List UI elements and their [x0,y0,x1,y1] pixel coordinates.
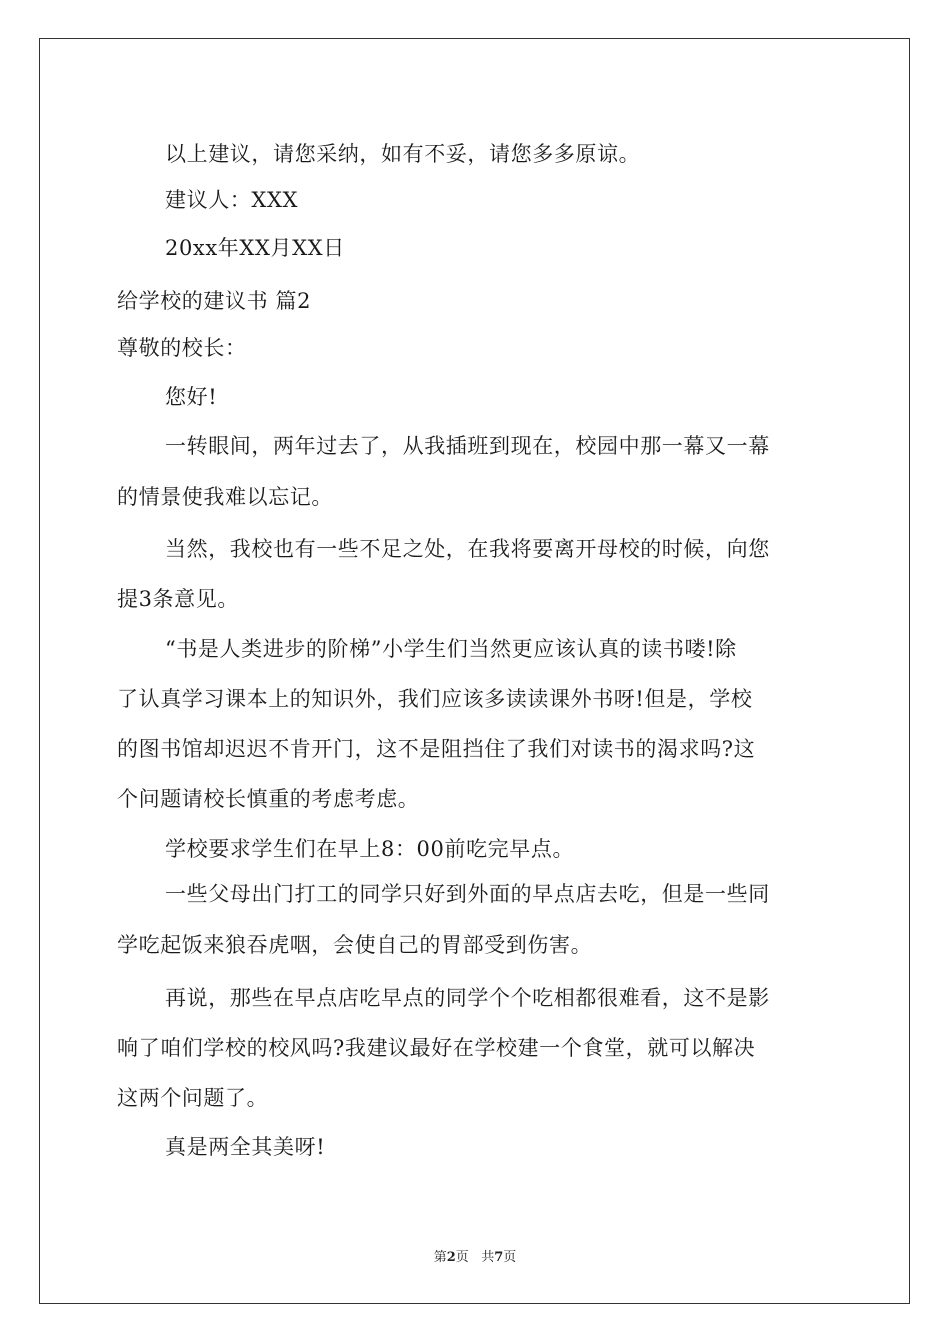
paragraph-line: “书是人类进步的阶梯”小学生们当然更应该认真的读书喽!除 [165,637,737,661]
paragraph-line: 了认真学习课本上的知识外，我们应该多读读课外书呀!但是，学校 [117,687,753,711]
page-border [39,38,910,1304]
page-number-prefix: 第 [433,1250,447,1265]
section-title: 给学校的建议书 篇2 [117,289,312,313]
greeting: 您好! [165,385,218,409]
date-line: 20xx年XX月XX日 [165,236,345,260]
paragraph-line: 一转眼间，两年过去了，从我插班到现在，校园中那一幕又一幕 [165,434,770,458]
paragraph-line: 个问题请校长慎重的考虑考虑。 [117,787,420,811]
paragraph-line: 真是两全其美呀! [165,1135,326,1159]
paragraph-line: 一些父母出门打工的同学只好到外面的早点店去吃，但是一些同 [165,882,770,906]
closing-sentence: 以上建议，请您采纳，如有不妥，请您多多原谅。 [165,142,641,166]
paragraph-line: 这两个问题了。 [117,1086,269,1110]
page-footer [0,1246,950,1265]
paragraph-line: 学校要求学生们在早上8：00前吃完早点。 [165,837,575,861]
paragraph-line: 提3条意见。 [117,587,239,611]
page-number-suffix: 页 [455,1250,469,1265]
page-total-prefix: 共 [481,1250,495,1265]
paragraph-line: 的情景使我难以忘记。 [117,485,333,509]
paragraph-line: 响了咱们学校的校风吗?我建议最好在学校建一个食堂，就可以解决 [117,1036,756,1060]
paragraph-line: 再说，那些在早点店吃早点的同学个个吃相都很难看，这不是影 [165,986,770,1010]
signature-line: 建议人：XXX [165,188,299,212]
paragraph-line: 学吃起饭来狼吞虎咽，会使自己的胃部受到伤害。 [117,933,593,957]
salutation: 尊敬的校长： [117,336,247,360]
paragraph-line: 的图书馆却迟迟不肯开门，这不是阻挡住了我们对读书的渴求吗?这 [117,737,756,761]
page-total: 7 [494,1250,504,1265]
page-number-current: 2 [446,1250,456,1265]
page-total-suffix: 页 [503,1250,517,1265]
paragraph-line: 当然，我校也有一些不足之处，在我将要离开母校的时候，向您 [165,537,770,561]
